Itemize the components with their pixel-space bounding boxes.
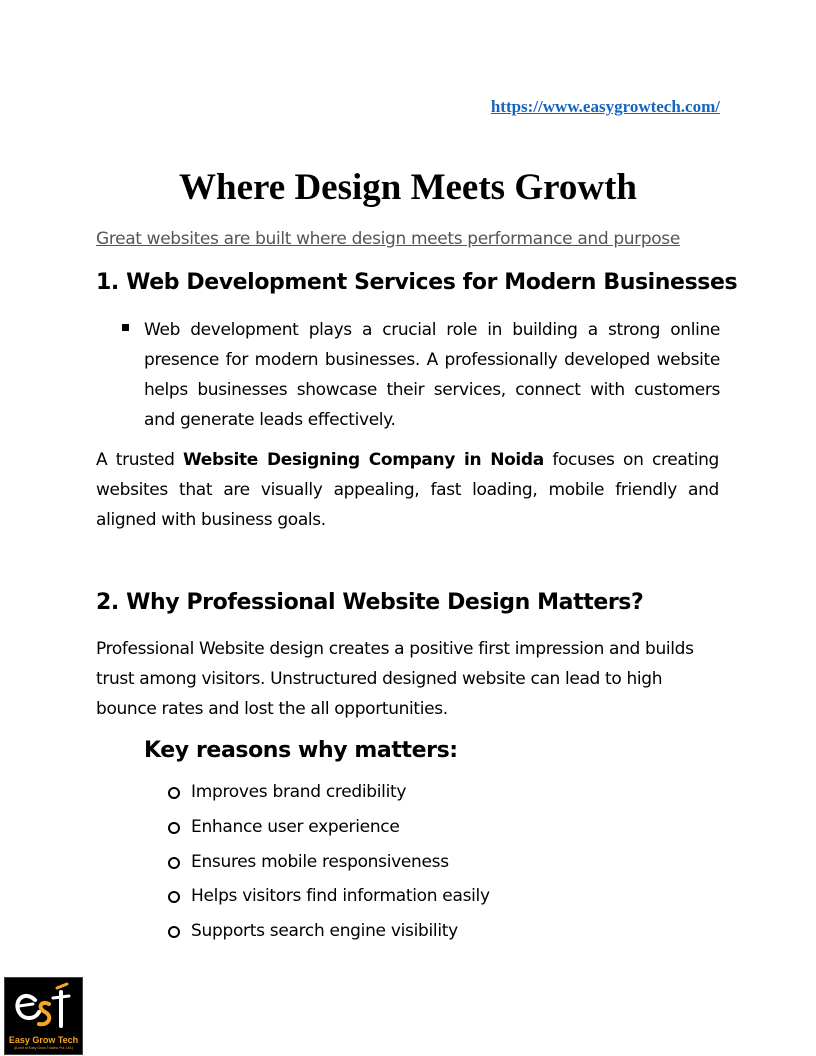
list-item [168, 879, 490, 914]
square-bullet-icon [122, 324, 129, 331]
list-item [168, 810, 490, 845]
key-reasons-heading: Key reasons why matters: [144, 738, 458, 763]
reason-text: Helps visitors find information easily [191, 886, 490, 907]
circle-bullet-icon [168, 926, 180, 938]
egt-monogram-icon [11, 982, 77, 1034]
circle-bullet-icon [168, 822, 180, 834]
circle-bullet-icon [168, 787, 180, 799]
list-item [168, 775, 490, 810]
reason-text: Enhance user experience [191, 817, 400, 838]
bullet-list-item [120, 315, 720, 435]
section-2-heading: 2. Why Professional Website Design Matters? [96, 590, 644, 615]
key-reasons-list [168, 775, 490, 948]
company-logo [4, 977, 83, 1055]
list-item [168, 844, 490, 879]
section-2-paragraph: Professional Website design creates a positive first impression and builds trust among visitors. Unstructured designed website can lead to high bounce rates and lost the all opportunities. [96, 639, 694, 719]
logo-tagline: (A unit of Easy Grow Tradinc Pvt. Ltd.) [13, 1046, 74, 1050]
paragraph-text-end: focuses on creating websites that are visually appealing, fast loading, mobile friendly and aligned with business goals. [96, 450, 719, 530]
circle-bullet-icon [168, 857, 180, 869]
page-subtitle: Great websites are built where design meets performance and purpose [96, 229, 680, 249]
paragraph-text-start: A trusted [96, 450, 183, 470]
reason-text: Supports search engine visibility [191, 921, 458, 942]
section-1-paragraph [96, 445, 719, 535]
reason-text: Ensures mobile responsiveness [191, 851, 449, 872]
list-item [168, 914, 490, 949]
bullet-text: Web development plays a crucial role in building a strong online presence for modern businesses. A professionally developed website helps businesses showcase their services, connect with customers and generate leads effectively. [144, 320, 720, 430]
website-link[interactable]: https://www.easygrowtech.com/ [490, 97, 720, 116]
company-keyword: Website Designing Company in Noida [182, 450, 544, 470]
reason-text: Improves brand credibility [191, 782, 407, 803]
circle-bullet-icon [168, 891, 180, 903]
logo-name: Easy Grow Tech [8, 1035, 79, 1045]
page-title: Where Design Meets Growth [179, 167, 637, 208]
section-1-heading: 1. Web Development Services for Modern Businesses [96, 270, 738, 295]
